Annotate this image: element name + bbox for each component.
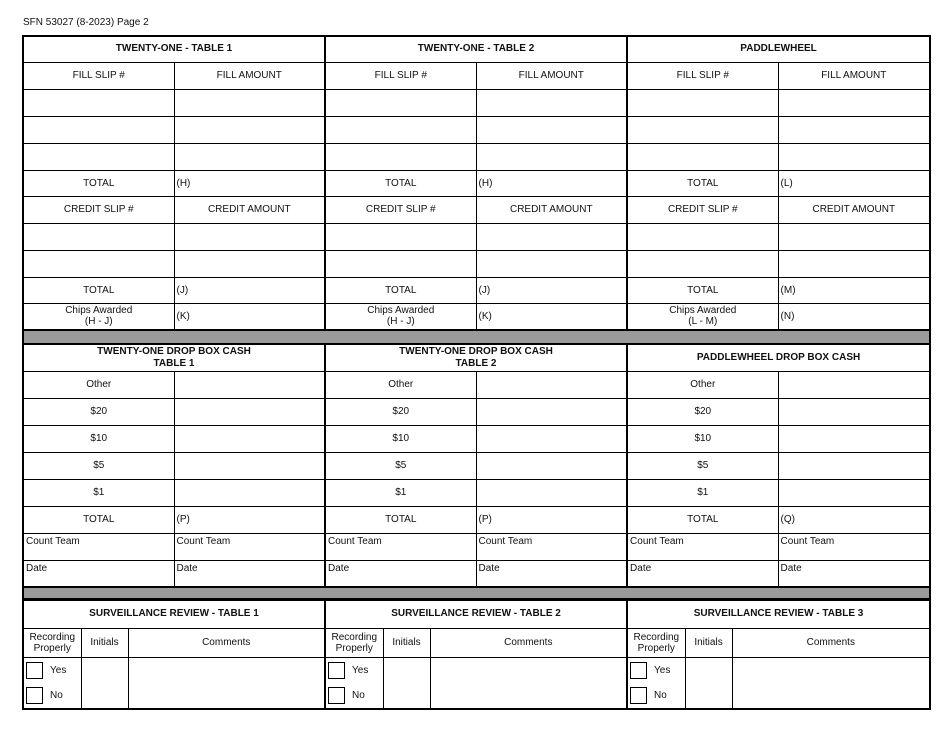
denomination-input[interactable] xyxy=(476,452,627,479)
count-team-field[interactable]: Count Team xyxy=(476,533,627,560)
credit-slip-input[interactable] xyxy=(325,250,476,277)
fill-total-label: TOTAL xyxy=(627,170,778,196)
credit-slip-header: CREDIT SLIP # xyxy=(23,196,174,223)
credit-slip-input[interactable] xyxy=(627,223,778,250)
credit-slip-header: CREDIT SLIP # xyxy=(627,196,778,223)
fill-slip-input[interactable] xyxy=(325,116,476,143)
date-field[interactable]: Date xyxy=(476,560,627,587)
credit-slip-input[interactable] xyxy=(325,223,476,250)
denomination-label: Other xyxy=(325,371,476,398)
drop-title-line1: TWENTY-ONE DROP BOX CASH xyxy=(97,345,251,357)
denomination-input[interactable] xyxy=(174,452,325,479)
denomination-label: $10 xyxy=(23,425,174,452)
count-team-field[interactable]: Count Team xyxy=(627,533,778,560)
chips-label-text: Chips Awarded xyxy=(367,305,435,317)
date-field[interactable]: Date xyxy=(325,560,476,587)
fill-slip-header: FILL SLIP # xyxy=(627,62,778,89)
section-title: TWENTY-ONE - TABLE 2 xyxy=(325,36,627,62)
comments-input[interactable] xyxy=(128,657,325,709)
fill-slip-input[interactable] xyxy=(627,143,778,170)
comments-header: Comments xyxy=(732,628,930,657)
comments-header: Comments xyxy=(430,628,627,657)
surveillance-table xyxy=(22,599,931,710)
yes-checkbox[interactable] xyxy=(26,662,43,679)
fill-total-input[interactable]: (H) xyxy=(476,170,627,196)
denomination-label: $1 xyxy=(325,479,476,506)
no-label: No xyxy=(352,689,365,701)
credit-total-input[interactable]: (J) xyxy=(174,277,325,303)
denomination-input[interactable] xyxy=(174,425,325,452)
denomination-input[interactable] xyxy=(476,479,627,506)
chips-awarded-input[interactable]: (K) xyxy=(174,303,325,330)
fill-amount-input[interactable] xyxy=(778,143,930,170)
fill-total-label: TOTAL xyxy=(23,170,174,196)
count-team-field[interactable]: Count Team xyxy=(174,533,325,560)
surveillance-title: SURVEILLANCE REVIEW - TABLE 1 xyxy=(23,600,325,628)
recording-properly-header: Recording Properly xyxy=(627,628,685,657)
fill-amount-input[interactable] xyxy=(778,116,930,143)
drop-total-input[interactable]: (Q) xyxy=(778,506,930,533)
yes-label: Yes xyxy=(50,664,67,676)
fill-amount-input[interactable] xyxy=(174,116,325,143)
drop-title-line2: TABLE 1 xyxy=(153,357,195,369)
credit-slip-header: CREDIT SLIP # xyxy=(325,196,476,223)
comments-input[interactable] xyxy=(430,657,627,709)
no-label: No xyxy=(50,689,63,701)
chips-awarded-label xyxy=(627,303,778,330)
denomination-label: $5 xyxy=(23,452,174,479)
denomination-input[interactable] xyxy=(476,398,627,425)
count-team-field[interactable]: Count Team xyxy=(325,533,476,560)
drop-title-line1: TWENTY-ONE DROP BOX CASH xyxy=(399,345,553,357)
denomination-label: $5 xyxy=(627,452,778,479)
denomination-label: $1 xyxy=(23,479,174,506)
initials-input[interactable] xyxy=(685,657,732,709)
drop-box-title xyxy=(627,344,930,371)
initials-input[interactable] xyxy=(81,657,128,709)
comments-header: Comments xyxy=(128,628,325,657)
chips-awarded-input[interactable]: (N) xyxy=(778,303,930,330)
initials-header: Initials xyxy=(685,628,732,657)
chips-formula-text: (H - J) xyxy=(84,316,113,328)
denomination-label: Other xyxy=(23,371,174,398)
denomination-label: $10 xyxy=(627,425,778,452)
fill-amount-input[interactable] xyxy=(174,89,325,116)
yes-label: Yes xyxy=(654,664,671,676)
drop-title-line2: TABLE 2 xyxy=(455,357,497,369)
count-team-field[interactable]: Count Team xyxy=(23,533,174,560)
denomination-input[interactable] xyxy=(174,398,325,425)
denomination-input[interactable] xyxy=(174,479,325,506)
surveillance-title: SURVEILLANCE REVIEW - TABLE 3 xyxy=(627,600,930,628)
denomination-label: $1 xyxy=(627,479,778,506)
credit-slip-input[interactable] xyxy=(23,223,174,250)
denomination-input[interactable] xyxy=(476,371,627,398)
drop-title-line1: PADDLEWHEEL DROP BOX CASH xyxy=(696,351,861,363)
drop-total-input[interactable]: (P) xyxy=(174,506,325,533)
fill-amount-input[interactable] xyxy=(174,143,325,170)
section-divider xyxy=(23,587,930,599)
denomination-input[interactable] xyxy=(778,425,930,452)
comments-input[interactable] xyxy=(732,657,930,709)
chips-label-text: Chips Awarded xyxy=(669,305,737,317)
fill-amount-input[interactable] xyxy=(778,89,930,116)
credit-amount-input[interactable] xyxy=(778,223,930,250)
count-team-field[interactable]: Count Team xyxy=(778,533,930,560)
yes-label: Yes xyxy=(352,664,369,676)
no-checkbox[interactable] xyxy=(26,687,43,704)
denomination-input[interactable] xyxy=(174,371,325,398)
chips-formula-text: (H - J) xyxy=(386,316,415,328)
no-checkbox[interactable] xyxy=(630,687,647,704)
date-field[interactable]: Date xyxy=(23,560,174,587)
yes-checkbox[interactable] xyxy=(328,662,345,679)
denomination-input[interactable] xyxy=(778,452,930,479)
date-field[interactable]: Date xyxy=(627,560,778,587)
denomination-label: $20 xyxy=(325,398,476,425)
denomination-input[interactable] xyxy=(476,425,627,452)
form-id: SFN 53027 (8-2023) Page 2 xyxy=(23,17,149,28)
drop-total-label: TOTAL xyxy=(627,506,778,533)
recording-properly-header: Recording Properly xyxy=(23,628,81,657)
credit-slip-input[interactable] xyxy=(627,250,778,277)
drop-box-title xyxy=(325,344,627,371)
drop-box-title xyxy=(23,344,325,371)
chips-awarded-input[interactable]: (K) xyxy=(476,303,627,330)
fill-total-label: TOTAL xyxy=(325,170,476,196)
denomination-input[interactable] xyxy=(778,398,930,425)
fill-amount-header: FILL AMOUNT xyxy=(778,62,930,89)
credit-amount-input[interactable] xyxy=(174,250,325,277)
denomination-label: $10 xyxy=(325,425,476,452)
fill-slip-input[interactable] xyxy=(627,116,778,143)
credit-total-label: TOTAL xyxy=(23,277,174,303)
recording-checkbox-group xyxy=(627,657,685,709)
fill-amount-header: FILL AMOUNT xyxy=(174,62,325,89)
fill-amount-header: FILL AMOUNT xyxy=(476,62,627,89)
credit-amount-input[interactable] xyxy=(476,223,627,250)
credit-amount-input[interactable] xyxy=(476,250,627,277)
chips-awarded-label xyxy=(23,303,174,330)
recording-checkbox-group xyxy=(23,657,81,709)
chips-awarded-label xyxy=(325,303,476,330)
recording-properly-header: Recording Properly xyxy=(325,628,383,657)
credit-amount-input[interactable] xyxy=(174,223,325,250)
initials-header: Initials xyxy=(81,628,128,657)
fill-total-input[interactable]: (H) xyxy=(174,170,325,196)
fill-slip-input[interactable] xyxy=(325,143,476,170)
credit-amount-header: CREDIT AMOUNT xyxy=(778,196,930,223)
drop-total-label: TOTAL xyxy=(23,506,174,533)
initials-input[interactable] xyxy=(383,657,430,709)
credit-total-label: TOTAL xyxy=(627,277,778,303)
yes-checkbox[interactable] xyxy=(630,662,647,679)
credit-total-input[interactable]: (J) xyxy=(476,277,627,303)
chips-label-text: Chips Awarded xyxy=(65,305,133,317)
fill-amount-input[interactable] xyxy=(476,89,627,116)
credit-amount-header: CREDIT AMOUNT xyxy=(174,196,325,223)
section-divider xyxy=(23,330,930,344)
denomination-label: $20 xyxy=(23,398,174,425)
surveillance-title: SURVEILLANCE REVIEW - TABLE 2 xyxy=(325,600,627,628)
section-title: TWENTY-ONE - TABLE 1 xyxy=(23,36,325,62)
fill-slip-input[interactable] xyxy=(23,143,174,170)
credit-amount-input[interactable] xyxy=(778,250,930,277)
credit-slip-input[interactable] xyxy=(23,250,174,277)
fill-amount-input[interactable] xyxy=(476,116,627,143)
credit-amount-header: CREDIT AMOUNT xyxy=(476,196,627,223)
recording-checkbox-group xyxy=(325,657,383,709)
fill-slip-header: FILL SLIP # xyxy=(325,62,476,89)
chips-formula-text: (L - M) xyxy=(688,316,718,328)
drop-total-label: TOTAL xyxy=(325,506,476,533)
main-form-table xyxy=(22,35,931,600)
fill-slip-header: FILL SLIP # xyxy=(23,62,174,89)
date-field[interactable]: Date xyxy=(778,560,930,587)
denomination-label: $5 xyxy=(325,452,476,479)
fill-total-input[interactable]: (L) xyxy=(778,170,930,196)
section-title: PADDLEWHEEL xyxy=(627,36,930,62)
no-label: No xyxy=(654,689,667,701)
no-checkbox[interactable] xyxy=(328,687,345,704)
denomination-input[interactable] xyxy=(778,479,930,506)
fill-slip-input[interactable] xyxy=(23,89,174,116)
denomination-input[interactable] xyxy=(778,371,930,398)
credit-total-input[interactable]: (M) xyxy=(778,277,930,303)
credit-total-label: TOTAL xyxy=(325,277,476,303)
fill-slip-input[interactable] xyxy=(325,89,476,116)
denomination-label: Other xyxy=(627,371,778,398)
fill-amount-input[interactable] xyxy=(476,143,627,170)
fill-slip-input[interactable] xyxy=(627,89,778,116)
fill-slip-input[interactable] xyxy=(23,116,174,143)
initials-header: Initials xyxy=(383,628,430,657)
denomination-label: $20 xyxy=(627,398,778,425)
date-field[interactable]: Date xyxy=(174,560,325,587)
drop-total-input[interactable]: (P) xyxy=(476,506,627,533)
